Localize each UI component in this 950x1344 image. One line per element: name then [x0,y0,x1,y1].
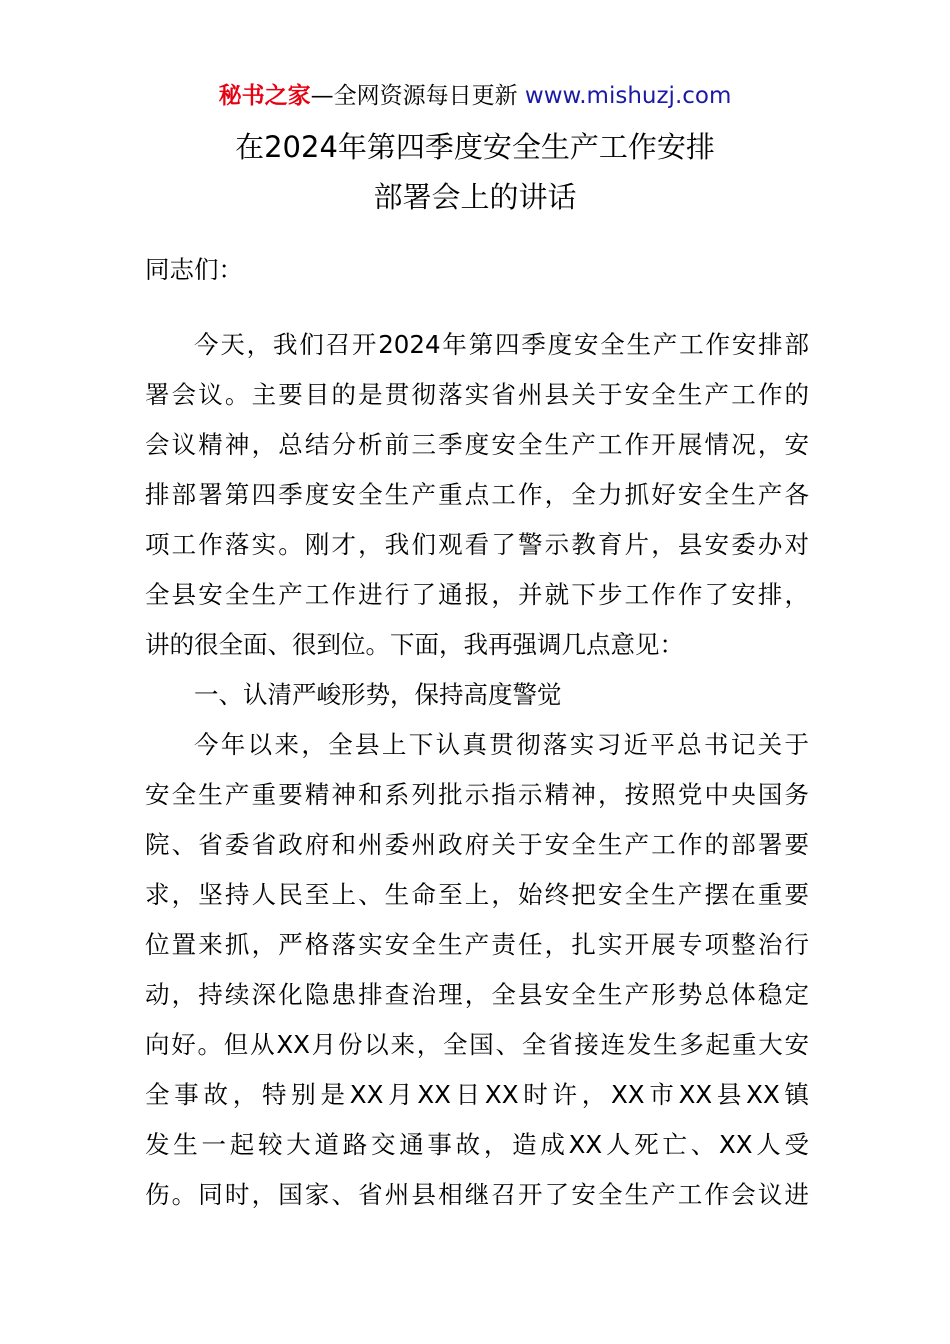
paragraph-line: 会议精神，总结分析前三季度安全生产工作开展情况，安 [145,430,809,459]
paragraph-line: 全县安全生产工作进行了通报，并就下步工作作了安排， [145,580,809,609]
paragraph-line: 排部署第四季度安全生产重点工作，全力抓好安全生产各 [145,480,809,509]
brand-name: 秘书之家 [218,83,311,109]
watermark-header [0,80,950,112]
paragraph-line: 项工作落实。刚才，我们观看了警示教育片，县安委办对 [145,530,809,559]
paragraph-line: 发生一起较大道路交通事故，造成XX人死亡、XX人受 [145,1130,809,1159]
paragraph-line: 院、省委省政府和州委州政府关于安全生产工作的部署要 [145,830,809,859]
paragraph-line: 讲的很全面、很到位。下面，我再强调几点意见： [145,630,684,659]
paragraph-line: 今年以来，全县上下认真贯彻落实习近平总书记关于 [194,730,809,759]
paragraph-line: 全事故，特别是XX月XX日XX时许，XX市XX县XX镇 [145,1080,809,1109]
paragraph-line: 求，坚持人民至上、生命至上，始终把安全生产摆在重要 [145,880,809,909]
paragraph-line: 今天，我们召开2024年第四季度安全生产工作安排部 [194,330,809,359]
document-title-line-1: 在2024年第四季度安全生产工作安排 [235,130,715,164]
header-tagline: —全网资源每日更新 [310,83,518,109]
greeting: 同志们： [145,255,243,284]
paragraph-line: 署会议。主要目的是贯彻落实省州县关于安全生产工作的 [145,380,809,409]
paragraph-line: 安全生产重要精神和系列批示指示精神，按照党中央国务 [145,780,809,809]
site-url-link[interactable]: www.mishuzj.com [524,83,732,109]
section-heading: 一、认清严峻形势，保持高度警觉 [194,680,562,709]
paragraph-line: 向好。但从XX月份以来，全国、全省接连发生多起重大安 [145,1030,809,1059]
paragraph-line: 动，持续深化隐患排查治理，全县安全生产形势总体稳定 [145,980,809,1009]
paragraph-line: 位置来抓，严格落实安全生产责任，扎实开展专项整治行 [145,930,809,959]
document-title-line-2: 部署会上的讲话 [373,180,577,214]
paragraph-line: 伤。同时，国家、省州县相继召开了安全生产工作会议进 [145,1180,809,1209]
